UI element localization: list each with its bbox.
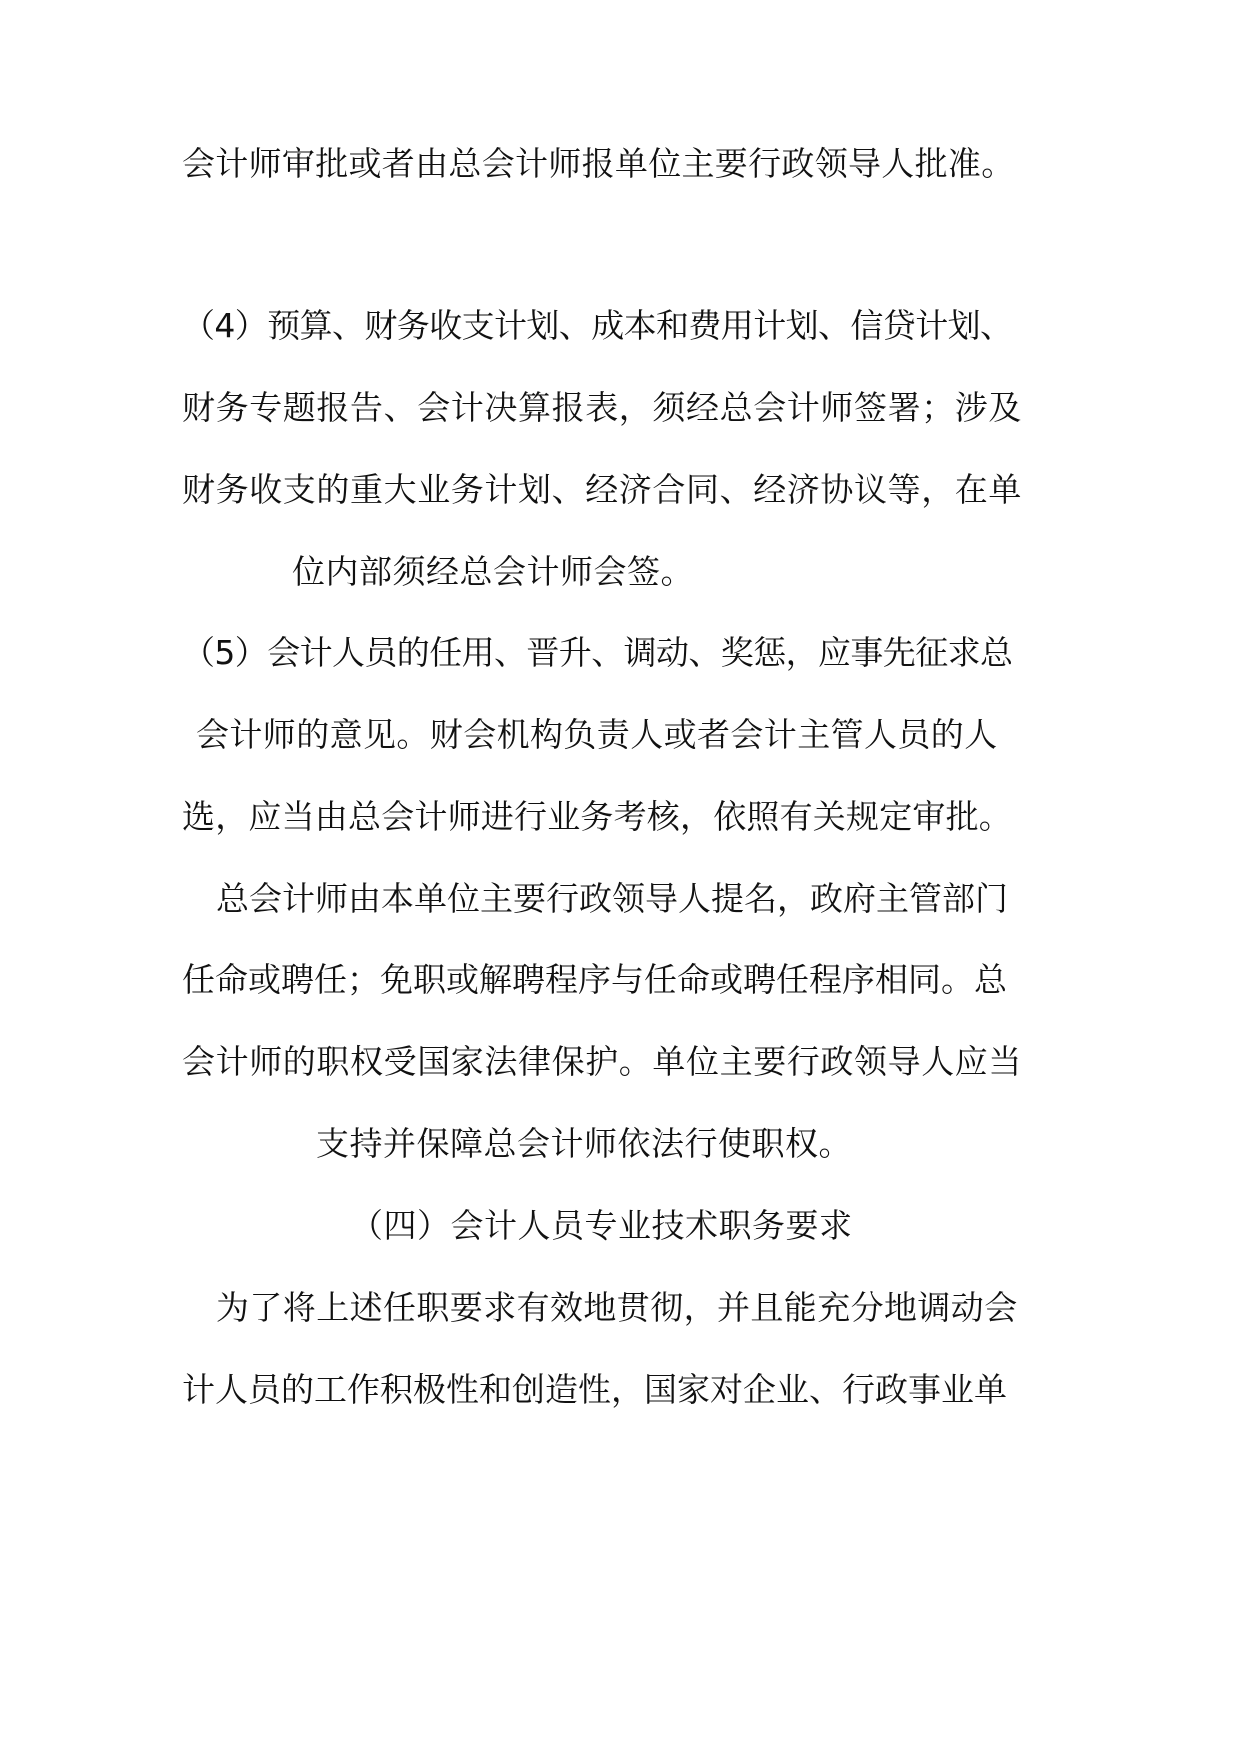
text-line-4: 财务收支的重大业务计划、经济合同、经济协议等，在单	[182, 470, 1022, 509]
text-line-12: 支持并保障总会计师依法行使职权。	[316, 1124, 852, 1163]
text-line-6: （5）会计人员的任用、晋升、调动、奖惩，应事先征求总	[182, 633, 1013, 672]
text-line-14: 为了将上述任职要求有效地贯彻，并且能充分地调动会	[216, 1288, 1018, 1327]
text-line-2: （4）预算、财务收支计划、成本和费用计划、信贷计划、	[182, 306, 1013, 345]
text-line-9: 总会计师由本单位主要行政领导人提名，政府主管部门	[216, 879, 1008, 918]
text-line-10: 任命或聘任；免职或解聘程序与任命或聘任程序相同。总	[182, 960, 1007, 999]
text-line-1: 会计师审批或者由总会计师报单位主要行政领导人批准。	[182, 144, 1015, 183]
text-line-11: 会计师的职权受国家法律保护。单位主要行政领导人应当	[182, 1042, 1022, 1081]
text-line-8: 选，应当由总会计师进行业务考核，依照有关规定审批。	[182, 797, 1012, 836]
text-line-15: 计人员的工作积极性和创造性，国家对企业、行政事业单	[182, 1370, 1007, 1409]
text-line-7: 会计师的意见。财会机构负责人或者会计主管人员的人	[196, 715, 998, 754]
text-line-3: 财务专题报告、会计决算报表，须经总会计师签署；涉及	[182, 388, 1022, 427]
section-heading: （四）会计人员专业技术职务要求	[350, 1206, 853, 1245]
text-line-5: 位内部须经总会计师会签。	[292, 552, 694, 591]
